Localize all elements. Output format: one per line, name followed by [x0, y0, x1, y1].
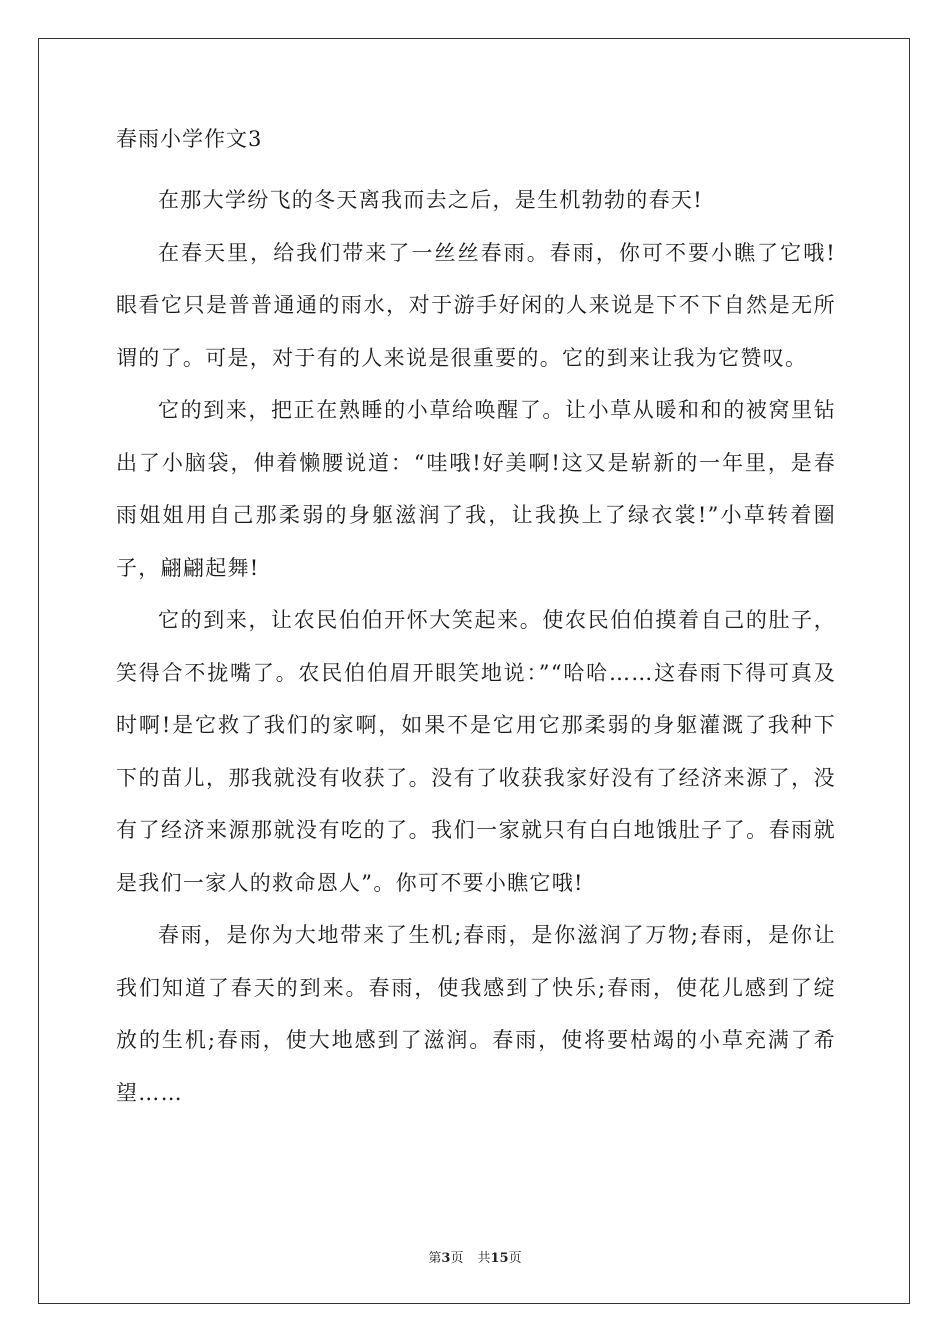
total-prefix: 共	[477, 1251, 491, 1266]
page-number: 3	[441, 1251, 451, 1266]
document-title: 春雨小学作文3	[116, 127, 263, 151]
total-suffix: 页	[508, 1251, 522, 1266]
paragraph-1: 在那大学纷飞的冬天离我而去之后，是生机勃勃的春天!	[158, 188, 703, 212]
paragraph-4: 它的到来，让农民伯伯开怀大笑起来。使农民伯伯摸着自己的肚子，笑得合不拢嘴了。农民伯伯眉开眼笑地说：”“哈哈……这春雨下得可真及时啊!是它救了我们的家啊，如果不是它用它那柔弱的身躯灌溉了我种下下的苗儿，那我就没有收获了。没有了收获我家好没有了经济来源了，没有了经济来源那就没有吃的了。我们一家就只有白白地饿肚子了。春雨就是我们一家人的救命恩人”。你可不要小瞧它哦!	[116, 608, 836, 895]
total-pages: 15	[490, 1251, 509, 1266]
document-body	[116, 124, 836, 1119]
paragraph-5: 春雨，是你为大地带来了生机;春雨，是你滋润了万物;春雨，是你让我们知道了春天的到来。春雨，使我感到了快乐;春雨，使花儿感到了绽放的生机;春雨，使大地感到了滋润。春雨，使将要枯竭的小草充满了希望……	[116, 923, 836, 1105]
paragraph-3: 它的到来，把正在熟睡的小草给唤醒了。让小草从暖和和的被窝里钻出了小脑袋，伸着懒腰说道：“哇哦!好美啊!这又是崭新的一年里，是春雨姐姐用自己那柔弱的身躯滋润了我，让我换上了绿衣裳!”小草转着圈子，翩翩起舞!	[116, 398, 836, 580]
page-suffix: 页	[450, 1251, 464, 1266]
paragraph-2: 在春天里，给我们带来了一丝丝春雨。春雨，你可不要小瞧了它哦!眼看它只是普普通通的雨水，对于游手好闲的人来说是下不下自然是无所谓的了。可是，对于有的人来说是很重要的。它的到来让我为它赞叹。	[116, 240, 836, 370]
page-footer	[0, 1247, 950, 1266]
page-prefix: 第	[428, 1251, 442, 1266]
